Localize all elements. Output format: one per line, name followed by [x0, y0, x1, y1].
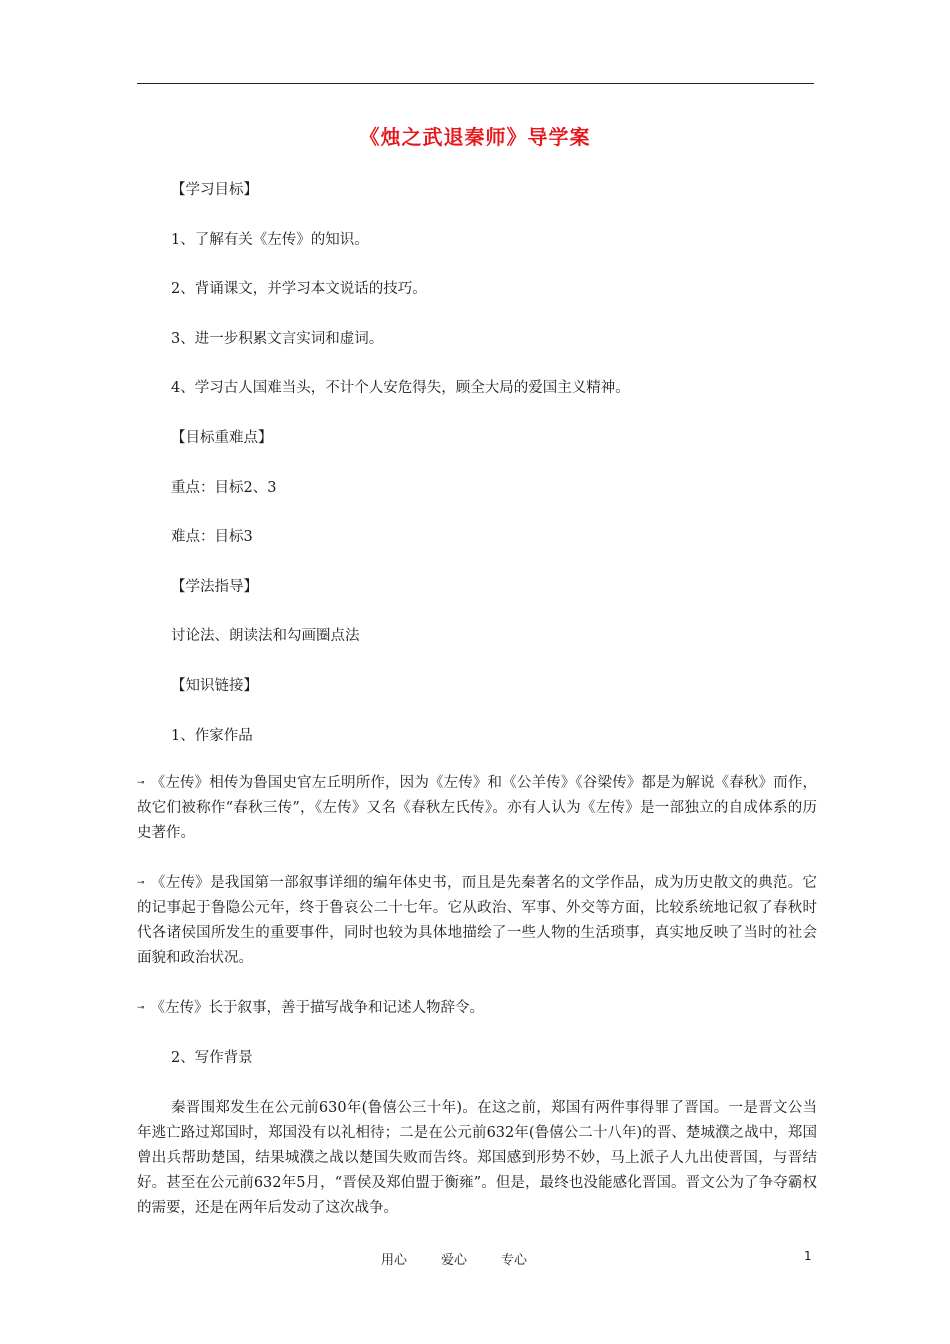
header-rule: [137, 83, 814, 84]
footer-slogan: [381, 1249, 561, 1268]
footer-slogan-word: 爱心: [441, 1253, 468, 1268]
page-number: 1: [804, 1249, 812, 1263]
bullet-icon: ⊸: [137, 878, 145, 888]
background-paragraph: 秦晋围郑发生在公元前630年(鲁僖公三十年)。在这之前，郑国有两件事得罪了晋国。一是晋文公当年逃亡路过郑国时，郑国没有以礼相待；二是在公元前632年(鲁僖公二十八年)的晋、楚城濮之战中，郑国曾出兵帮助楚国，结果城濮之战以楚国失败而告终。郑国感到形势不妙，马上派子人九出使晋国，与晋结好。甚至在公元前632年5月，“晋侯及郑伯盟于衡雍”。但是，最终也没能感化晋国。晋文公为了争夺霸权的需要，还是在两年后发动了这次战争。: [137, 1100, 817, 1216]
method-text: 讨论法、朗读法和勾画圈点法: [171, 628, 360, 644]
difficult-point: 难点：目标3: [171, 529, 253, 545]
background-heading: 2、写作背景: [171, 1050, 253, 1066]
paragraph-text: 《左传》是我国第一部叙事详细的编年体史书，而且是先秦著名的文学作品，成为历史散文的典范。它的记事起于鲁隐公元年，终于鲁哀公二十七年。它从政治、军事、外交等方面，比较系统地记叙了春秋时代各诸侯国所发生的重要事件，同时也较为具体地描绘了一些人物的生活琐事，真实地反映了当时的社会面貌和政治状况。: [137, 875, 817, 966]
method-header: 【学法指导】: [171, 579, 258, 595]
author-works-heading: 1、作家作品: [171, 728, 253, 744]
objective-item: 1、了解有关《左传》的知识。: [171, 232, 369, 248]
footer-slogan-word: 专心: [501, 1253, 528, 1268]
bullet-icon: ⊸: [137, 1003, 145, 1013]
objective-item: 2、背诵课文，并学习本文说话的技巧。: [171, 281, 427, 297]
footer-slogan-word: 用心: [381, 1253, 408, 1268]
author-paragraph: [137, 771, 817, 846]
knowledge-header: 【知识链接】: [171, 678, 258, 694]
paragraph-text: 《左传》长于叙事，善于描写战争和记述人物辞令。: [150, 1000, 485, 1016]
bullet-icon: ⊸: [137, 778, 145, 788]
objective-item: 4、学习古人国难当头，不计个人安危得失，顾全大局的爱国主义精神。: [171, 380, 630, 396]
paragraph-text: 《左传》相传为鲁国史官左丘明所作，因为《左传》和《公羊传》《谷梁传》都是为解说《春秋》而作，故它们被称作“春秋三传”，《左传》又名《春秋左氏传》。亦有人认为《左传》是一部独立的自成体系的历史著作。: [137, 775, 817, 841]
key-point: 重点：目标2、3: [171, 480, 277, 496]
objectives-header: 【学习目标】: [171, 182, 258, 198]
author-paragraph: [137, 996, 817, 1021]
key-points-header: 【目标重难点】: [171, 430, 273, 446]
page-title: 《烛之武退秦师》导学案: [359, 125, 591, 149]
author-paragraph: [137, 871, 817, 971]
objective-item: 3、进一步积累文言实词和虚词。: [171, 331, 384, 347]
